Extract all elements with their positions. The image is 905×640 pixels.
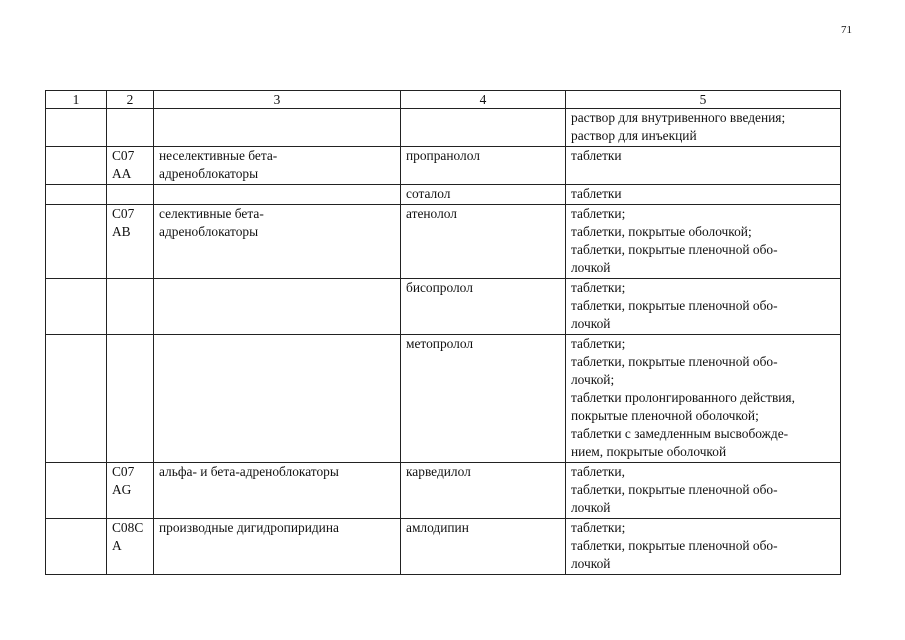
empty-cell xyxy=(46,279,107,335)
drug-cell: бисопролол xyxy=(401,279,566,335)
group-cell xyxy=(154,279,401,335)
group-cell: альфа- и бета-адреноблокаторы xyxy=(154,463,401,519)
table-row xyxy=(46,463,841,519)
table-row xyxy=(46,279,841,335)
dosage-form-cell: таблетки; таблетки, покрытые пленочной обо- лочкой; таблетки пролонгированного действия, покрытые пленочной оболочкой; таблетки с замедленным высвобожде- нием, покрытые оболочкой xyxy=(566,335,841,463)
dosage-form-cell: таблетки xyxy=(566,185,841,205)
dosage-form-cell: таблетки; таблетки, покрытые пленочной обо- лочкой xyxy=(566,519,841,575)
empty-cell xyxy=(46,519,107,575)
atc-code-cell xyxy=(107,185,154,205)
dosage-form-cell: таблетки xyxy=(566,147,841,185)
empty-cell xyxy=(46,335,107,463)
group-cell xyxy=(154,109,401,147)
table-row xyxy=(46,185,841,205)
atc-code-cell xyxy=(107,109,154,147)
table-row xyxy=(46,335,841,463)
dosage-form-cell: раствор для внутривенного введения; раствор для инъекций xyxy=(566,109,841,147)
dosage-form-cell: таблетки, таблетки, покрытые пленочной обо- лочкой xyxy=(566,463,841,519)
empty-cell xyxy=(46,463,107,519)
drug-cell: соталол xyxy=(401,185,566,205)
drug-cell: атенолол xyxy=(401,205,566,279)
table-row xyxy=(46,519,841,575)
empty-cell xyxy=(46,205,107,279)
drug-cell: метопролол xyxy=(401,335,566,463)
atc-code-cell: C07 AG xyxy=(107,463,154,519)
table-header-row xyxy=(46,91,841,109)
atc-code-cell xyxy=(107,279,154,335)
atc-code-cell xyxy=(107,335,154,463)
dosage-form-cell: таблетки; таблетки, покрытые оболочкой; таблетки, покрытые пленочной обо- лочкой xyxy=(566,205,841,279)
dosage-form-cell: таблетки; таблетки, покрытые пленочной обо- лочкой xyxy=(566,279,841,335)
group-cell: неселективные бета- адреноблокаторы xyxy=(154,147,401,185)
group-cell xyxy=(154,185,401,205)
page-number: 71 xyxy=(841,24,852,36)
drug-cell: амлодипин xyxy=(401,519,566,575)
drug-cell xyxy=(401,109,566,147)
drug-table xyxy=(45,90,841,575)
drug-cell: пропранолол xyxy=(401,147,566,185)
atc-code-cell: C07 AB xyxy=(107,205,154,279)
empty-cell xyxy=(46,185,107,205)
table-row xyxy=(46,147,841,185)
column-header: 2 xyxy=(107,91,154,109)
column-header: 5 xyxy=(566,91,841,109)
table-row xyxy=(46,109,841,147)
group-cell: селективные бета- адреноблокаторы xyxy=(154,205,401,279)
column-header: 1 xyxy=(46,91,107,109)
atc-code-cell: C08C A xyxy=(107,519,154,575)
empty-cell xyxy=(46,147,107,185)
atc-code-cell: C07 AA xyxy=(107,147,154,185)
empty-cell xyxy=(46,109,107,147)
group-cell xyxy=(154,335,401,463)
column-header: 3 xyxy=(154,91,401,109)
column-header: 4 xyxy=(401,91,566,109)
drug-cell: карведилол xyxy=(401,463,566,519)
table-row xyxy=(46,205,841,279)
group-cell: производные дигидропиридина xyxy=(154,519,401,575)
